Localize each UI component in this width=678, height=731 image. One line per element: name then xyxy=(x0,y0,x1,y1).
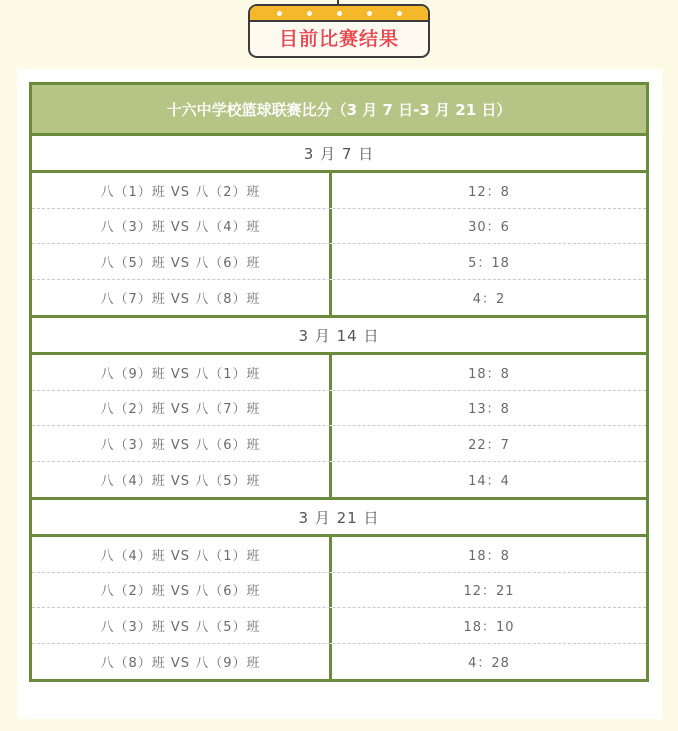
badge-title: 目前比赛结果 xyxy=(278,28,399,50)
match-teams: 八（4）班 VS 八（5）班 xyxy=(32,462,332,498)
match-row xyxy=(32,537,646,573)
match-teams: 八（5）班 VS 八（6）班 xyxy=(32,244,332,279)
date-group xyxy=(32,136,646,315)
match-row xyxy=(32,173,646,209)
date-group xyxy=(32,315,646,497)
match-score: 22：7 xyxy=(468,437,510,453)
match-row xyxy=(32,426,646,462)
match-teams: 八（7）班 VS 八（8）班 xyxy=(32,280,332,316)
match-score: 12：8 xyxy=(468,184,510,200)
match-score: 5：18 xyxy=(468,255,510,271)
match-teams: 八（9）班 VS 八（1）班 xyxy=(32,355,332,390)
match-row xyxy=(32,462,646,498)
badge-dot xyxy=(337,11,342,16)
match-row xyxy=(32,608,646,644)
match-row xyxy=(32,644,646,680)
match-teams: 八（3）班 VS 八（6）班 xyxy=(32,426,332,461)
badge-strip xyxy=(250,6,428,22)
date-header: 3 月 21 日 xyxy=(32,500,646,537)
match-teams: 八（1）班 VS 八（2）班 xyxy=(32,173,332,208)
match-score: 30：6 xyxy=(468,220,510,236)
match-row xyxy=(32,573,646,609)
match-row xyxy=(32,280,646,316)
match-score: 14：4 xyxy=(468,473,510,489)
match-score: 4：2 xyxy=(472,291,506,307)
header-badge xyxy=(248,4,430,58)
match-score: 18：8 xyxy=(468,366,510,382)
results-panel xyxy=(17,69,662,719)
match-row xyxy=(32,244,646,280)
score-table xyxy=(29,82,649,682)
badge-dot xyxy=(307,11,312,16)
match-row xyxy=(32,209,646,245)
match-score: 18：8 xyxy=(468,548,510,564)
match-score: 12：21 xyxy=(463,584,515,600)
match-score: 13：8 xyxy=(468,402,510,418)
match-score: 18：10 xyxy=(463,619,515,635)
match-teams: 八（2）班 VS 八（6）班 xyxy=(32,573,332,608)
match-teams: 八（3）班 VS 八（5）班 xyxy=(32,608,332,643)
match-teams: 八（3）班 VS 八（4）班 xyxy=(32,209,332,244)
badge-dot xyxy=(397,11,402,16)
badge-dot xyxy=(277,11,282,16)
badge-dot xyxy=(367,11,372,16)
match-teams: 八（2）班 VS 八（7）班 xyxy=(32,391,332,426)
match-score: 4：28 xyxy=(468,655,510,671)
match-teams: 八（4）班 VS 八（1）班 xyxy=(32,537,332,572)
date-group xyxy=(32,497,646,679)
match-row xyxy=(32,391,646,427)
date-header: 3 月 14 日 xyxy=(32,318,646,355)
match-row xyxy=(32,355,646,391)
table-title: 十六中学校篮球联赛比分（3 月 7 日-3 月 21 日） xyxy=(32,85,646,136)
date-header: 3 月 7 日 xyxy=(32,136,646,173)
match-teams: 八（8）班 VS 八（9）班 xyxy=(32,644,332,680)
